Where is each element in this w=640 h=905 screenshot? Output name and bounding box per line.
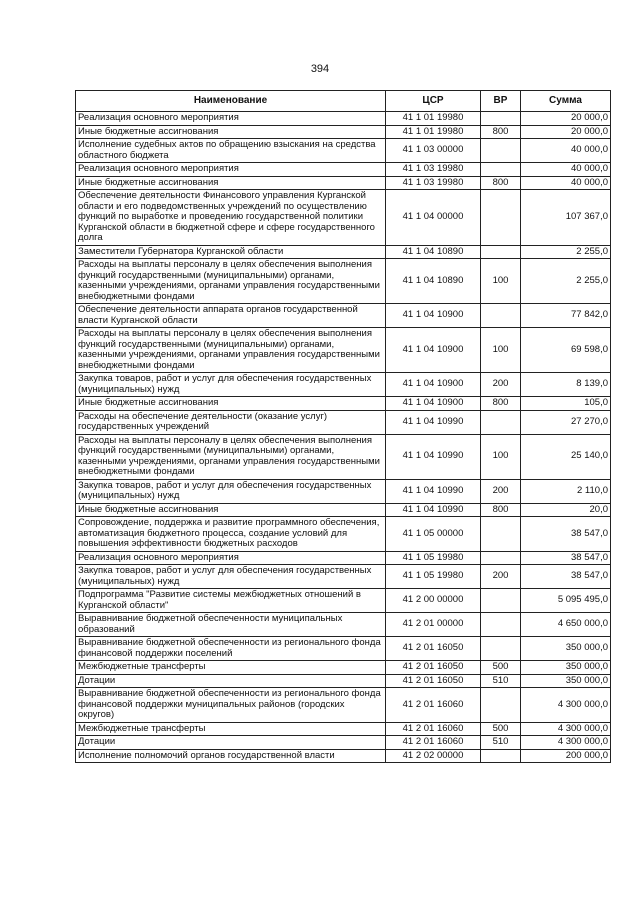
cell-csr: 41 1 04 10990 — [386, 503, 481, 517]
table-row — [76, 328, 611, 373]
header-vr: ВР — [481, 91, 521, 112]
cell-sum: 40 000,0 — [521, 176, 611, 190]
cell-name: Иные бюджетные ассигнования — [76, 503, 386, 517]
cell-sum: 107 367,0 — [521, 190, 611, 246]
cell-sum: 27 270,0 — [521, 410, 611, 434]
cell-name: Расходы на выплаты персоналу в целях обеспечения выполнения функций государственными (муниципальными) органами, казенными учреждениями, органами управления государственными внебюджетными фондами — [76, 259, 386, 304]
cell-name: Обеспечение деятельности Финансового управления Курганской области и его подведомственных учреждений по осуществлению функций по выработке и проведению государственной политики Курганской области в бюджетной сфере и сфере государственного долга — [76, 190, 386, 246]
cell-name: Закупка товаров, работ и услуг для обеспечения государственных (муниципальных) нужд — [76, 565, 386, 589]
cell-vr — [481, 551, 521, 565]
cell-vr — [481, 613, 521, 637]
table-row — [76, 397, 611, 411]
cell-sum: 350 000,0 — [521, 661, 611, 675]
cell-name: Исполнение полномочий органов государственной власти — [76, 749, 386, 763]
cell-vr — [481, 245, 521, 259]
cell-sum: 25 140,0 — [521, 434, 611, 479]
table-row — [76, 661, 611, 675]
cell-vr: 200 — [481, 479, 521, 503]
cell-sum: 2 255,0 — [521, 245, 611, 259]
cell-name: Заместители Губернатора Курганской области — [76, 245, 386, 259]
cell-csr: 41 2 01 16050 — [386, 637, 481, 661]
cell-csr: 41 1 04 10900 — [386, 397, 481, 411]
cell-vr — [481, 139, 521, 163]
cell-sum: 4 300 000,0 — [521, 688, 611, 723]
cell-sum: 77 842,0 — [521, 304, 611, 328]
cell-name: Исполнение судебных актов по обращению взыскания на средства областного бюджета — [76, 139, 386, 163]
cell-name: Иные бюджетные ассигнования — [76, 397, 386, 411]
cell-vr: 100 — [481, 328, 521, 373]
cell-name: Сопровождение, поддержка и развитие программного обеспечения, автоматизация бюджетного процесса, создание условий для повышения эффективности бюджетных расходов — [76, 517, 386, 552]
cell-csr: 41 1 04 10990 — [386, 434, 481, 479]
table-row — [76, 613, 611, 637]
table-row — [76, 565, 611, 589]
page-number: 394 — [310, 63, 330, 75]
cell-sum: 350 000,0 — [521, 637, 611, 661]
cell-name: Дотации — [76, 736, 386, 750]
cell-sum: 38 547,0 — [521, 551, 611, 565]
cell-csr: 41 1 05 00000 — [386, 517, 481, 552]
cell-name: Выравнивание бюджетной обеспеченности муниципальных образований — [76, 613, 386, 637]
table-row — [76, 551, 611, 565]
cell-vr: 800 — [481, 503, 521, 517]
table-row — [76, 259, 611, 304]
table-row — [76, 112, 611, 126]
cell-csr: 41 1 03 19980 — [386, 176, 481, 190]
cell-sum: 350 000,0 — [521, 674, 611, 688]
cell-vr: 100 — [481, 259, 521, 304]
cell-sum: 8 139,0 — [521, 373, 611, 397]
cell-csr: 41 2 02 00000 — [386, 749, 481, 763]
header-sum: Сумма — [521, 91, 611, 112]
table-row — [76, 373, 611, 397]
cell-csr: 41 2 01 00000 — [386, 613, 481, 637]
cell-csr: 41 2 01 16050 — [386, 674, 481, 688]
header-csr: ЦСР — [386, 91, 481, 112]
cell-name: Закупка товаров, работ и услуг для обеспечения государственных (муниципальных) нужд — [76, 373, 386, 397]
header-name: Наименование — [76, 91, 386, 112]
cell-vr — [481, 190, 521, 246]
cell-vr: 800 — [481, 397, 521, 411]
cell-name: Обеспечение деятельности аппарата органов государственной власти Курганской области — [76, 304, 386, 328]
cell-csr: 41 1 04 10890 — [386, 259, 481, 304]
cell-sum: 2 255,0 — [521, 259, 611, 304]
table-row — [76, 688, 611, 723]
cell-sum: 4 300 000,0 — [521, 736, 611, 750]
cell-name: Подпрограмма "Развитие системы межбюджетных отношений в Курганской области" — [76, 589, 386, 613]
cell-vr — [481, 517, 521, 552]
cell-vr: 510 — [481, 674, 521, 688]
cell-name: Иные бюджетные ассигнования — [76, 125, 386, 139]
cell-sum: 40 000,0 — [521, 163, 611, 177]
cell-sum: 20,0 — [521, 503, 611, 517]
cell-sum: 40 000,0 — [521, 139, 611, 163]
cell-vr: 510 — [481, 736, 521, 750]
cell-vr: 500 — [481, 661, 521, 675]
cell-vr — [481, 304, 521, 328]
cell-csr: 41 1 03 19980 — [386, 163, 481, 177]
table-row — [76, 749, 611, 763]
cell-vr — [481, 112, 521, 126]
cell-csr: 41 2 01 16060 — [386, 722, 481, 736]
table-row — [76, 245, 611, 259]
table-row — [76, 434, 611, 479]
table-row — [76, 304, 611, 328]
cell-name: Межбюджетные трансферты — [76, 722, 386, 736]
cell-vr: 100 — [481, 434, 521, 479]
cell-sum: 20 000,0 — [521, 112, 611, 126]
cell-csr: 41 1 05 19980 — [386, 565, 481, 589]
cell-csr: 41 1 04 10990 — [386, 479, 481, 503]
cell-sum: 69 598,0 — [521, 328, 611, 373]
cell-csr: 41 1 04 10890 — [386, 245, 481, 259]
cell-vr: 800 — [481, 125, 521, 139]
cell-name: Иные бюджетные ассигнования — [76, 176, 386, 190]
table-row — [76, 139, 611, 163]
cell-sum: 200 000,0 — [521, 749, 611, 763]
cell-csr: 41 1 05 19980 — [386, 551, 481, 565]
cell-csr: 41 1 03 00000 — [386, 139, 481, 163]
cell-vr — [481, 410, 521, 434]
cell-name: Расходы на выплаты персоналу в целях обеспечения выполнения функций государственными (муниципальными) органами, казенными учреждениями, органами управления государственными внебюджетными фондами — [76, 434, 386, 479]
table-row — [76, 722, 611, 736]
cell-vr — [481, 688, 521, 723]
cell-name: Реализация основного мероприятия — [76, 163, 386, 177]
cell-sum: 2 110,0 — [521, 479, 611, 503]
cell-csr: 41 2 01 16050 — [386, 661, 481, 675]
cell-sum: 4 300 000,0 — [521, 722, 611, 736]
cell-name: Расходы на обеспечение деятельности (оказание услуг) государственных учреждений — [76, 410, 386, 434]
table-row — [76, 589, 611, 613]
cell-vr: 800 — [481, 176, 521, 190]
cell-name: Дотации — [76, 674, 386, 688]
cell-csr: 41 1 01 19980 — [386, 125, 481, 139]
table-row — [76, 410, 611, 434]
cell-name: Реализация основного мероприятия — [76, 551, 386, 565]
cell-name: Реализация основного мероприятия — [76, 112, 386, 126]
cell-csr: 41 1 04 10900 — [386, 373, 481, 397]
table-row — [76, 125, 611, 139]
cell-sum: 38 547,0 — [521, 565, 611, 589]
cell-name: Выравнивание бюджетной обеспеченности из регионального фонда финансовой поддержки поселений — [76, 637, 386, 661]
table-row — [76, 163, 611, 177]
cell-csr: 41 2 01 16060 — [386, 688, 481, 723]
cell-csr: 41 2 00 00000 — [386, 589, 481, 613]
cell-csr: 41 1 01 19980 — [386, 112, 481, 126]
table-row — [76, 517, 611, 552]
cell-sum: 5 095 495,0 — [521, 589, 611, 613]
cell-csr: 41 1 04 10900 — [386, 304, 481, 328]
table-body — [76, 112, 611, 763]
cell-sum: 4 650 000,0 — [521, 613, 611, 637]
cell-vr — [481, 637, 521, 661]
cell-sum: 38 547,0 — [521, 517, 611, 552]
cell-sum: 105,0 — [521, 397, 611, 411]
table-row — [76, 479, 611, 503]
table-row — [76, 190, 611, 246]
cell-csr: 41 1 04 00000 — [386, 190, 481, 246]
cell-name: Закупка товаров, работ и услуг для обеспечения государственных (муниципальных) нужд — [76, 479, 386, 503]
cell-vr: 200 — [481, 565, 521, 589]
cell-name: Расходы на выплаты персоналу в целях обеспечения выполнения функций государственными (муниципальными) органами, казенными учреждениями, органами управления государственными внебюджетными фондами — [76, 328, 386, 373]
cell-vr — [481, 589, 521, 613]
table-row — [76, 736, 611, 750]
table-row — [76, 176, 611, 190]
table-row — [76, 674, 611, 688]
cell-csr: 41 2 01 16060 — [386, 736, 481, 750]
table-row — [76, 503, 611, 517]
cell-vr: 500 — [481, 722, 521, 736]
cell-name: Выравнивание бюджетной обеспеченности из регионального фонда финансовой поддержки муниципальных районов (городских округов) — [76, 688, 386, 723]
table-row — [76, 637, 611, 661]
cell-sum: 20 000,0 — [521, 125, 611, 139]
table-header-row — [76, 91, 611, 112]
cell-name: Межбюджетные трансферты — [76, 661, 386, 675]
cell-vr: 200 — [481, 373, 521, 397]
cell-csr: 41 1 04 10990 — [386, 410, 481, 434]
cell-csr: 41 1 04 10900 — [386, 328, 481, 373]
budget-table — [75, 90, 611, 763]
cell-vr — [481, 749, 521, 763]
cell-vr — [481, 163, 521, 177]
